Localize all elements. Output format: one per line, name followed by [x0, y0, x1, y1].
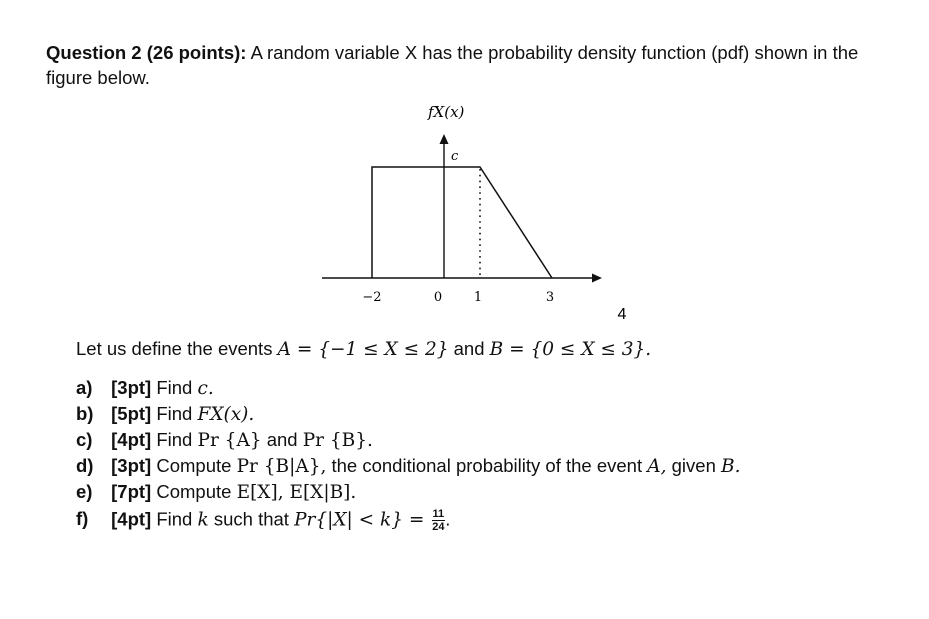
- item-text: Find: [156, 403, 193, 424]
- event-a: A = {−1 ≤ X ≤ 2}: [277, 339, 449, 360]
- item-label: b): [76, 403, 94, 424]
- tick-label: 3: [545, 290, 555, 305]
- level-label: c: [451, 149, 459, 164]
- tick-label: 1: [473, 290, 483, 305]
- item-mid: given: [671, 455, 716, 476]
- item-text: Find: [156, 429, 193, 450]
- item-label: d): [76, 455, 94, 476]
- item-points: [5pt]: [111, 403, 152, 424]
- plot-area: [322, 134, 602, 283]
- item-a: [76, 377, 214, 399]
- item-math: E[X], E[X|B].: [236, 482, 357, 503]
- item-points: [3pt]: [111, 377, 152, 398]
- tick-label: −2: [362, 290, 382, 305]
- item-points: [3pt]: [111, 455, 152, 476]
- events-definition: [76, 338, 651, 360]
- y-axis-arrow: [440, 134, 449, 144]
- item-math: Pr {B|A},: [236, 456, 327, 477]
- fraction-numerator: 11: [432, 508, 445, 520]
- item-mid: the conditional probability of the event: [331, 455, 643, 476]
- item-text: Find: [156, 377, 193, 398]
- pdf-line: [372, 167, 552, 278]
- item-mid: such that: [213, 508, 289, 530]
- events-and: and: [453, 338, 485, 359]
- item-text: Compute: [156, 481, 232, 502]
- event-b: B = {0 ≤ X ≤ 3}.: [489, 339, 652, 360]
- item-points: [4pt]: [111, 508, 152, 530]
- item-math: c.: [197, 378, 214, 399]
- item-math: k: [197, 509, 209, 531]
- item-math: FX(x).: [197, 404, 255, 425]
- item-tail: .: [445, 508, 451, 530]
- item-label: a): [76, 377, 93, 398]
- item-e: [76, 481, 356, 503]
- tick-label: 0: [433, 290, 443, 305]
- item-text: Compute: [156, 455, 232, 476]
- question-title: Question 2 (26 points):: [46, 42, 247, 63]
- item-label: c): [76, 429, 93, 450]
- item-mid: and: [266, 429, 298, 450]
- events-prefix: Let us define the events: [76, 338, 273, 359]
- item-math: A,: [647, 456, 667, 477]
- item-math: Pr{|X| < k} =: [294, 509, 425, 531]
- item-c: [76, 429, 373, 451]
- item-math: Pr {B}.: [302, 430, 373, 451]
- fraction: [432, 508, 446, 533]
- item-label: e): [76, 481, 93, 502]
- extra-label: 4: [617, 306, 627, 323]
- item-text: Find: [156, 508, 193, 530]
- item-b: [76, 403, 254, 425]
- item-math: Pr {A}: [197, 430, 262, 451]
- item-d: [76, 455, 741, 477]
- item-points: [7pt]: [111, 481, 152, 502]
- item-math: B.: [721, 456, 741, 477]
- item-f: [76, 508, 450, 533]
- fraction-denominator: 24: [432, 521, 445, 533]
- question-text: A random variable X has the probability density function (pdf) shown in the figure below.: [46, 42, 859, 88]
- ylabel-text: fX(x): [428, 103, 465, 121]
- x-axis-arrow: [592, 274, 602, 283]
- item-points: [4pt]: [111, 429, 152, 450]
- item-label: f): [76, 508, 89, 530]
